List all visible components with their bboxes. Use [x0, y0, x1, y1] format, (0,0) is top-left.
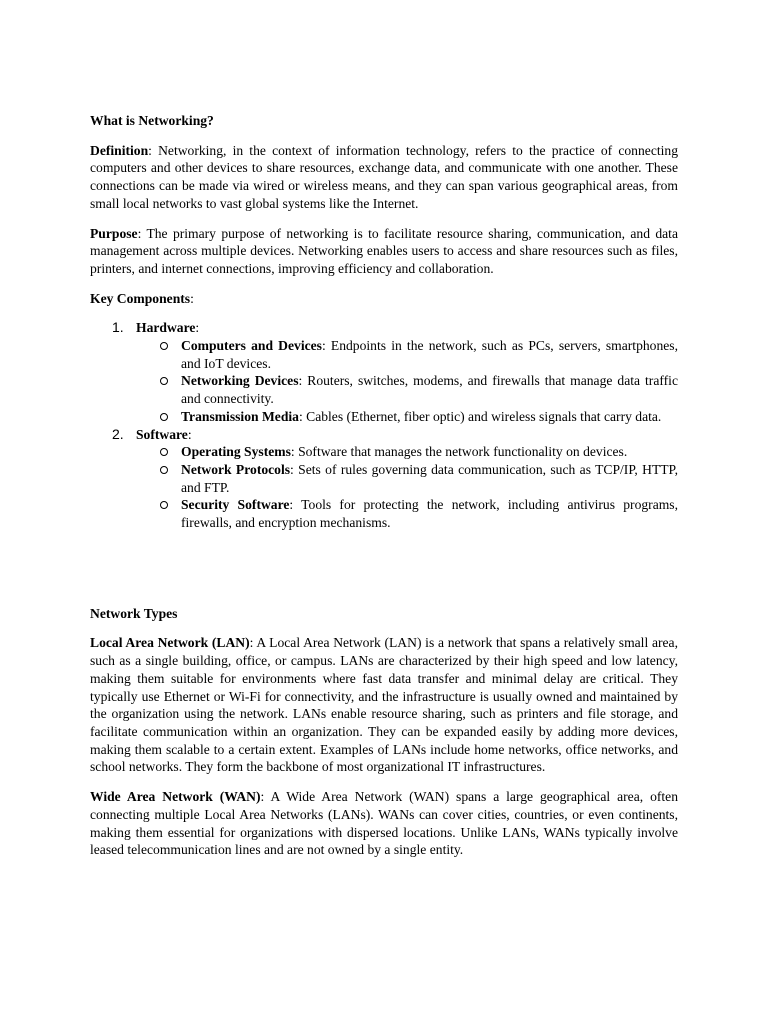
purpose-label: Purpose	[90, 225, 138, 241]
lan-text: : A Local Area Network (LAN) is a network that spans a relatively small area, such as a single building, office, or campus. LANs are characterized by their high speed and low latency, making them suitable for environments where fast data transfer and minimal delay are critical. They typically use Ethernet or Wi-Fi for connectivity, and the infrastructure is usually owned and maintained by the organization using the network. LANs enable resource sharing, such as printers and file storage, and facilitate communication within an organization. They can be expanded easily by adding more devices, making them scalable to a certain extent. Examples of LANs include home networks, office networks, and school networks. They form the backbone of most organizational IT infrastructures.	[90, 635, 678, 775]
bullet-icon	[160, 466, 168, 474]
lan-paragraph	[90, 634, 678, 776]
key-components-heading: Key Components:	[90, 290, 194, 306]
lan-label: Local Area Network (LAN)	[90, 635, 250, 651]
page-title: What is Networking?	[90, 113, 214, 128]
purpose-text: : The primary purpose of networking is to facilitate resource sharing, communication, and data management across multiple devices. Networking enables users to access and share resources such as files, printers, and internet connections, improving efficiency and collaboration.	[90, 225, 678, 276]
definition-label: Definition	[90, 142, 149, 158]
purpose-paragraph	[90, 225, 678, 278]
list-item: Networking Devices: Routers, switches, modems, and firewalls that manage data traffic and connectivity.	[136, 372, 678, 407]
key-components-list	[90, 319, 678, 531]
software-items	[136, 443, 678, 532]
bullet-icon	[160, 413, 168, 421]
bullet-icon	[160, 377, 168, 385]
wan-paragraph	[90, 788, 678, 859]
document-body	[90, 112, 678, 871]
list-number: 1.	[112, 319, 124, 336]
list-item: Transmission Media: Cables (Ethernet, fiber optic) and wireless signals that carry data.	[136, 408, 678, 426]
wan-text: : A Wide Area Network (WAN) spans a large geographical area, often connecting multiple Local Area Networks (LANs). WANs can cover cities, countries, or even continents, making them essential for organizations with dispersed locations. Unlike LANs, WANs typically involve leased telecommunication lines and are not owned by a single entity.	[90, 789, 678, 858]
section-spacer	[90, 532, 678, 605]
list-item: Computers and Devices: Endpoints in the network, such as PCs, servers, smartphones, and IoT devices.	[136, 337, 678, 372]
list-item: Security Software: Tools for protecting the network, including antivirus programs, firewalls, and encryption mechanisms.	[136, 496, 678, 531]
list-item: Operating Systems: Software that manages the network functionality on devices.	[136, 443, 678, 461]
bullet-icon	[160, 448, 168, 456]
component-group-hardware: 1. Hardware: Computers and Devices: Endpoints in the network, such as PCs, servers, smartphones, and IoT devices. Networking Devices: Routers, switches, modems, and firewalls that manage data traffic and connectivity. Transmission Media: Cables (Ethernet, fiber optic) and wireless signals that carry data.	[112, 319, 678, 424]
definition-text: : Networking, in the context of information technology, refers to the practice of connecting computers and other devices to share resources, exchange data, and communicate with one another. These connections can be made via wired or wireless means, and they can span various geographical areas, from small local networks to vast global systems like the Internet.	[90, 142, 678, 211]
key-components-label: Key Components	[90, 290, 191, 306]
list-item: Network Protocols: Sets of rules governing data communication, such as TCP/IP, HTTP, and FTP.	[136, 461, 678, 496]
wan-label: Wide Area Network (WAN)	[90, 789, 261, 805]
bullet-icon	[160, 342, 168, 350]
list-number: 2.	[112, 425, 124, 442]
hardware-items	[136, 337, 678, 426]
component-group-software: 2. Software: Operating Systems: Software that manages the network functionality on devices. Network Protocols: Sets of rules governing data communication, such as TCP/IP, HTTP, and FTP. Security Software: Tools for protecting the network, including antivirus programs, firewalls, and encryption mechanisms.	[112, 425, 678, 531]
group-label: Software	[136, 426, 188, 442]
definition-paragraph	[90, 142, 678, 213]
network-types-heading: Network Types	[90, 605, 178, 621]
bullet-icon	[160, 501, 168, 509]
group-label: Hardware	[136, 320, 196, 336]
